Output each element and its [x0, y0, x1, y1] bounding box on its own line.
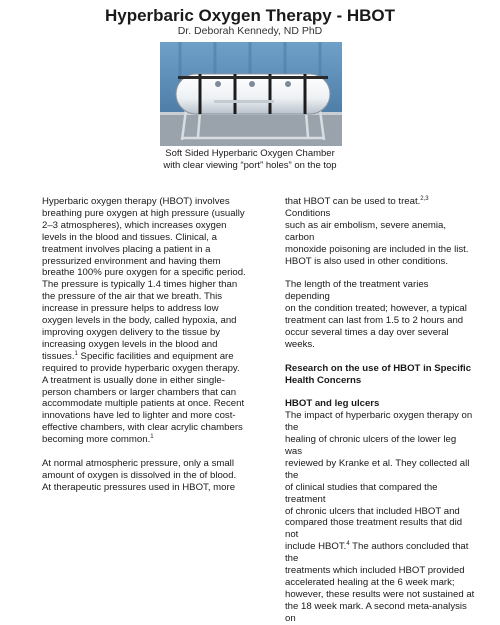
footnote-ref: 4	[346, 541, 350, 548]
pressure-paragraph: At normal atmospheric pressure, only a small amount of oxygen is dissolved in the of blood. At therapeutic pressures used in HBOT, more	[42, 457, 237, 493]
research-heading: Research on the use of HBOT in Specific Health Concerns	[285, 362, 472, 386]
author-line: Dr. Deborah Kennedy, ND PhD	[177, 25, 323, 37]
right-column	[285, 196, 475, 625]
left-column	[42, 196, 252, 494]
hyperbaric-chamber-photo	[160, 42, 342, 146]
figure-caption: Soft Sided Hyperbaric Oxygen Chamber with clear viewing “port” holes” on the top	[163, 148, 337, 171]
leg-ulcers-heading: HBOT and leg ulcers	[285, 398, 380, 410]
footnote-ref: 1	[74, 350, 78, 357]
intro-paragraph: Hyperbaric oxygen therapy (HBOT) involves breathing pure oxygen at high pressure (usually 2–3 atmospheres), which increases oxygen levels in the blood and tissues. Clinical, a treatment involves placing a patient in a pressurized environment and having them breathe 100% pure oxygen for a specific period. The pressure is typically 1.4 times higher than the pressure of the air that we breath. This increase in pressure helps to address low oxygen levels in the body, called hypoxia, and improving oxygen delivery to the tissue by increasing oxygen levels in the blood and tissues.$^1$ Specific facilities and equipment are required to provide hyperbaric oxygen therapy. A treatment is usually done in either single- person chambers or larger chambers that can accommodate multiple patients at once. Recent innovations have led to lighter and more cost- effective chambers, with clear acrylic chambers becoming more common.$^1$	[42, 196, 246, 446]
footnote-ref: 1	[150, 433, 154, 440]
leg-ulcers-paragraph: The impact of hyperbaric oxygen therapy on the healing of chronic ulcers of the lower leg was reviewed by Kranke et al. They collected all the of clinical studies that compared the treatment of chronic ulcers that included HBOT and compared those treatment results that did not include HBOT.$^4$ The authors concluded that the treatments which included HBOT provided accelerated healing at the 6 week mark; however, these results were not sustained at the 18 week mark. A second meta-analysis on	[285, 410, 475, 624]
conditions-paragraph: that HBOT can be used to treat.$^{2,3}$ Conditions such as air embolism, severe anemia, carbon monoxide poisoning are included in the list. HBOT is also used in other conditions.	[285, 195, 469, 267]
document-title: Hyperbaric Oxygen Therapy - HBOT	[104, 6, 396, 25]
footnote-ref: 2,3	[420, 195, 429, 202]
treatment-length-paragraph: The length of the treatment varies depending on the condition treated; however, a typical treatment can last from 1.5 to 2 hours and occur several times a day over several weeks.	[285, 279, 467, 350]
